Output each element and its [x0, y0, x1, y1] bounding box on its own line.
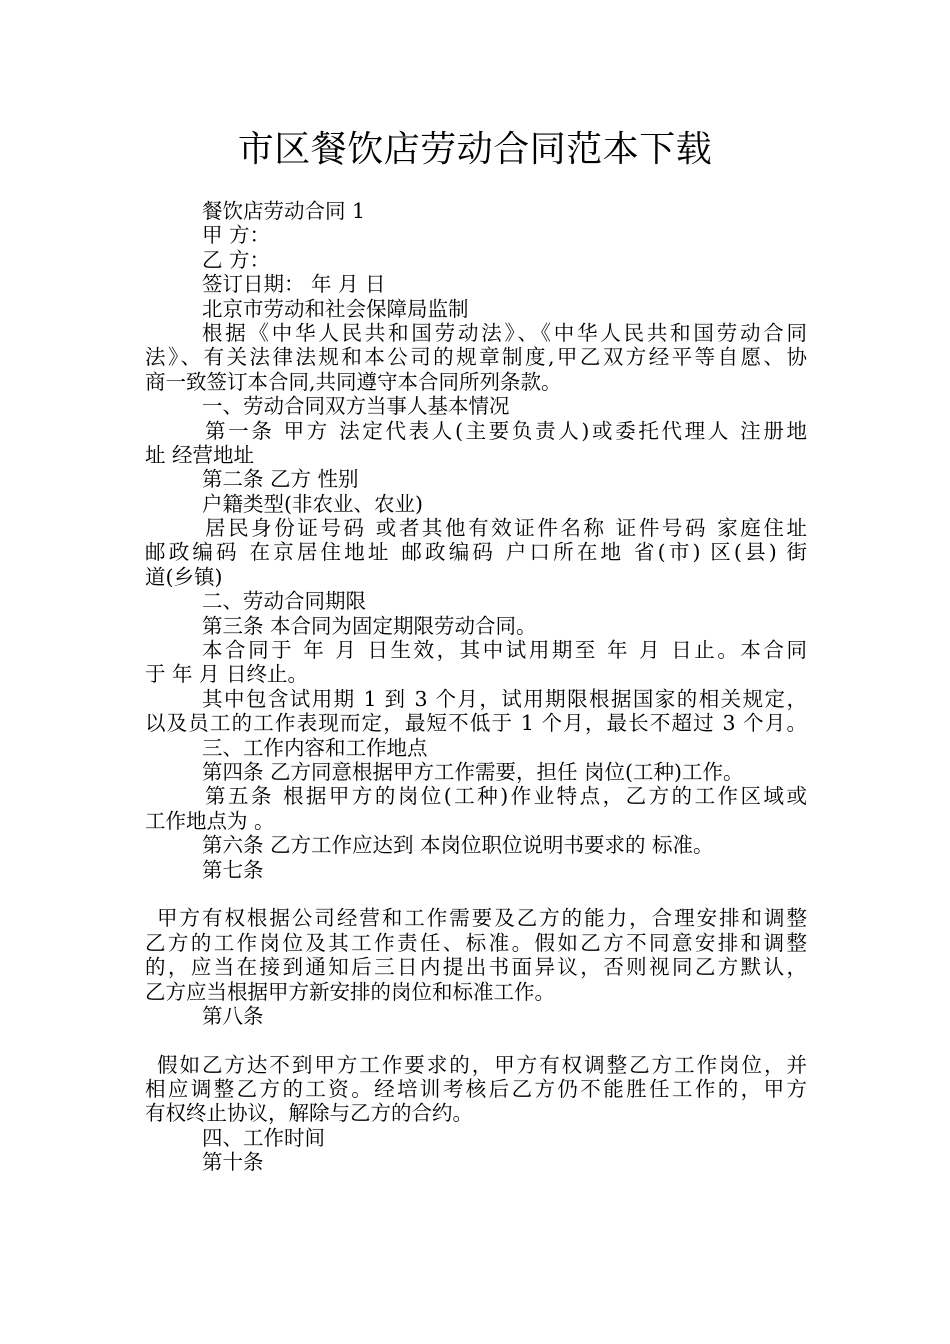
party-b-line: 乙 方： — [202, 247, 271, 272]
article-7-line-1: 甲方有权根据公司经营和工作需要及乙方的能力，合理安排和调整 — [157, 906, 807, 931]
document-title: 市区餐饮店劳动合同范本下载 — [237, 129, 713, 170]
id-info-line-1: 居民身份证号码 或者其他有效证件名称 证件号码 家庭住址 — [205, 516, 807, 541]
article-7-line-4: 乙方应当根据甲方新安排的岗位和标准工作。 — [145, 979, 555, 1004]
signing-date-line: 签订日期： 年 月 日 — [202, 272, 386, 297]
article-6-line: 第六条 乙方工作应达到 本岗位职位说明书要求的 标准。 — [202, 833, 714, 858]
article-2-line: 第二条 乙方 性别 — [202, 467, 359, 492]
section-heading-2: 二、劳动合同期限 — [202, 589, 366, 614]
blank-line — [145, 882, 807, 906]
household-type-line: 户籍类型(非农业、农业) — [202, 491, 423, 516]
section-heading-3: 三、工作内容和工作地点 — [202, 735, 428, 760]
contract-heading: 餐饮店劳动合同 1 — [202, 199, 366, 223]
supervisor-line: 北京市劳动和社会保障局监制 — [202, 296, 469, 321]
section-heading-1: 一、劳动合同双方当事人基本情况 — [202, 394, 510, 419]
article-7-line-2: 乙方的工作岗位及其工作责任、标准。假如乙方不同意安排和调整 — [145, 930, 807, 955]
article-1-line-1: 第一条 甲方 法定代表人(主要负责人)或委托代理人 注册地 — [205, 418, 807, 443]
article-8-line-1: 假如乙方达不到甲方工作要求的，甲方有权调整乙方工作岗位，并 — [157, 1052, 807, 1077]
preamble-line-1: 根据《中华人民共和国劳动法》、《中华人民共和国劳动合同 — [202, 320, 807, 345]
preamble-line-2: 法》、有关法律法规和本公司的规章制度,甲乙双方经平等自愿、协 — [145, 345, 807, 370]
article-10-heading: 第十条 — [202, 1150, 264, 1175]
article-3-line: 第三条 本合同为固定期限劳动合同。 — [202, 613, 537, 638]
article-5-line-1: 第五条 根据甲方的岗位(工种)作业特点，乙方的工作区域或 — [205, 784, 807, 809]
term-line-1: 本合同于 年 月 日生效，其中试用期至 年 月 日止。本合同 — [202, 638, 807, 663]
article-8-heading: 第八条 — [202, 1003, 264, 1028]
id-info-line-3: 道(乡镇) — [145, 564, 223, 589]
article-4-line: 第四条 乙方同意根据甲方工作需要，担任 岗位(工种)工作。 — [202, 759, 744, 784]
section-heading-4: 四、工作时间 — [202, 1125, 325, 1150]
article-7-heading: 第七条 — [202, 857, 264, 882]
article-7-line-3: 的，应当在接到通知后三日内提出书面异议，否则视同乙方默认， — [145, 955, 807, 980]
term-line-2: 于 年 月 日终止。 — [145, 662, 309, 687]
id-info-line-2: 邮政编码 在京居住地址 邮政编码 户口所在地 省(市) 区(县) 街 — [145, 540, 807, 565]
document-body — [145, 199, 807, 1175]
blank-line — [145, 1028, 807, 1052]
article-1-line-2: 址 经营地址 — [145, 442, 255, 467]
article-5-line-2: 工作地点为 。 — [145, 808, 275, 833]
article-8-line-3: 有权终止协议，解除与乙方的合约。 — [145, 1101, 473, 1126]
article-8-line-2: 相应调整乙方的工资。经培训考核后乙方仍不能胜任工作的，甲方 — [145, 1077, 807, 1102]
probation-line-2: 以及员工的工作表现而定，最短不低于 1 个月，最长不超过 3 个月。 — [145, 711, 807, 736]
preamble-line-3: 商一致签订本合同,共同遵守本合同所列条款。 — [145, 369, 562, 394]
party-a-line: 甲 方： — [202, 223, 271, 248]
probation-line-1: 其中包含试用期 1 到 3 个月，试用期限根据国家的相关规定， — [202, 686, 807, 711]
